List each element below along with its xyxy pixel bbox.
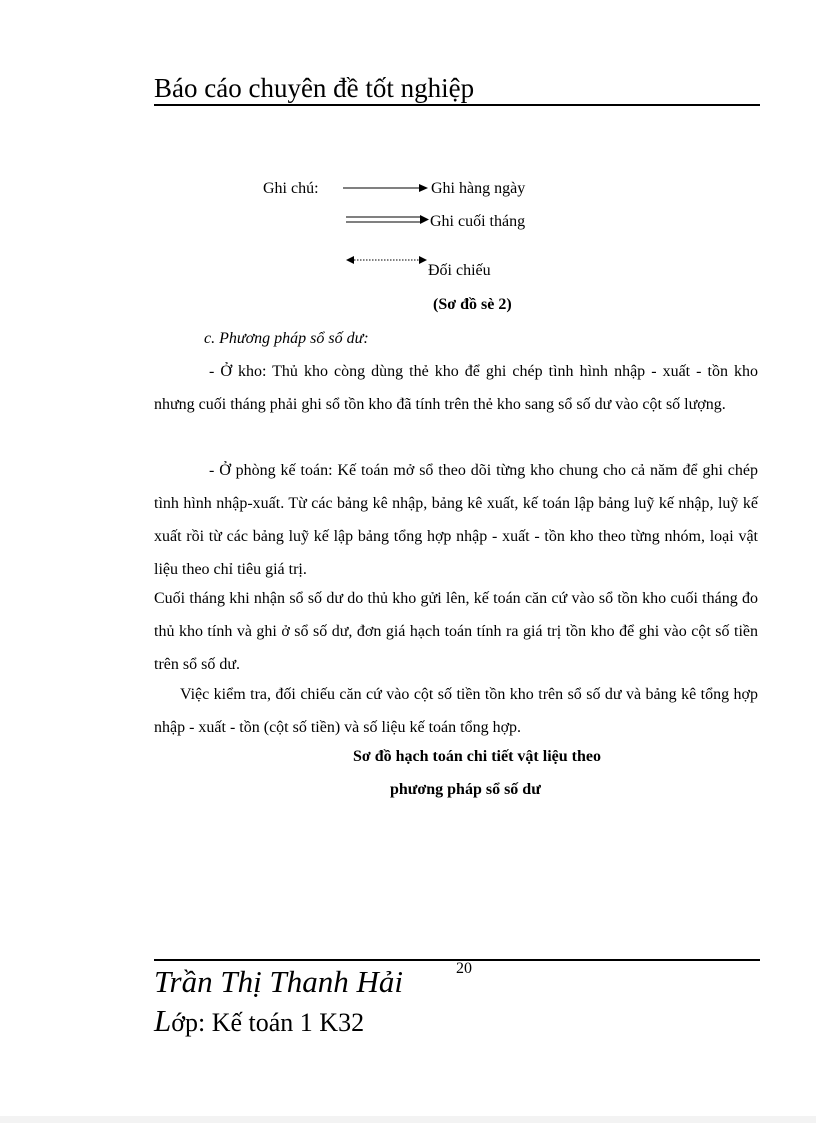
footer-author: Trần Thị Thanh Hải [154, 964, 403, 999]
footer-class-prefix: L [154, 1003, 172, 1038]
paragraph-phong-ke-toan: - Ở phòng kế toán: Kế toán mở sổ theo dõi từng kho chung cho cả năm để ghi chép tình hình nhập-xuất. Từ các bảng kê nhập, bảng kê xuất, kế toán lập bảng luỹ kế nhập, luỹ kế xuất rồi từ các bảng luỹ kế lập bảng tổng hợp nhập - xuất - tồn kho theo từng nhóm, loại vật liệu theo chỉ tiêu giá trị. [154, 462, 758, 578]
section-heading: c. Phương pháp sổ số dư: [204, 330, 369, 347]
legend-label: Ghi chú: [263, 180, 319, 197]
diagram-caption: (Sơ đồ sè 2) [433, 296, 512, 313]
footer-class [154, 1003, 364, 1041]
page-bottom-band [0, 1116, 816, 1123]
footer-class-rest: ớp: Kế toán 1 K32 [171, 1008, 365, 1037]
paragraph-kiem-tra: Việc kiểm tra, đối chiếu căn cứ vào cột số tiền tồn kho trên sổ số dư và bảng kê tổng hợp nhập - xuất - tồn (cột số tiền) và số liệu kế toán tổng hợp. [154, 686, 758, 736]
paragraph-cuoi-thang: Cuối tháng khi nhận sổ số dư do thủ kho gửi lên, kế toán căn cứ vào sổ tồn kho cuối tháng đo thủ kho tính và ghi ở sổ số dư, đơn giá hạch toán tính ra giá trị tồn kho để ghi vào cột số tiền trên sổ số dư. [154, 590, 758, 673]
diagram-title-line1: Sơ đồ hạch toán chi tiết vật liệu theo [353, 748, 601, 765]
legend-item-daily: Ghi hàng ngày [431, 180, 526, 197]
diagram-title-line2: phương pháp sổ số dư [390, 781, 541, 798]
header-rule [154, 104, 760, 106]
page-number: 20 [456, 960, 472, 977]
dotted-two-way-arrow-icon [346, 254, 428, 266]
single-arrow-icon [343, 182, 429, 194]
legend-item-reconcile: Đối chiếu [428, 262, 491, 279]
double-arrow-icon [346, 213, 430, 229]
document-header-title: Báo cáo chuyên đề tốt nghiệp [154, 73, 475, 103]
legend-item-monthly: Ghi cuối tháng [430, 213, 526, 230]
paragraph-kho: - Ở kho: Thủ kho còng dùng thẻ kho để ghi chép tình hình nhập - xuất - tồn kho nhưng cuối tháng phải ghi sổ tồn kho đã tính trên thẻ kho sang sổ số dư vào cột số lượng. [154, 363, 758, 413]
